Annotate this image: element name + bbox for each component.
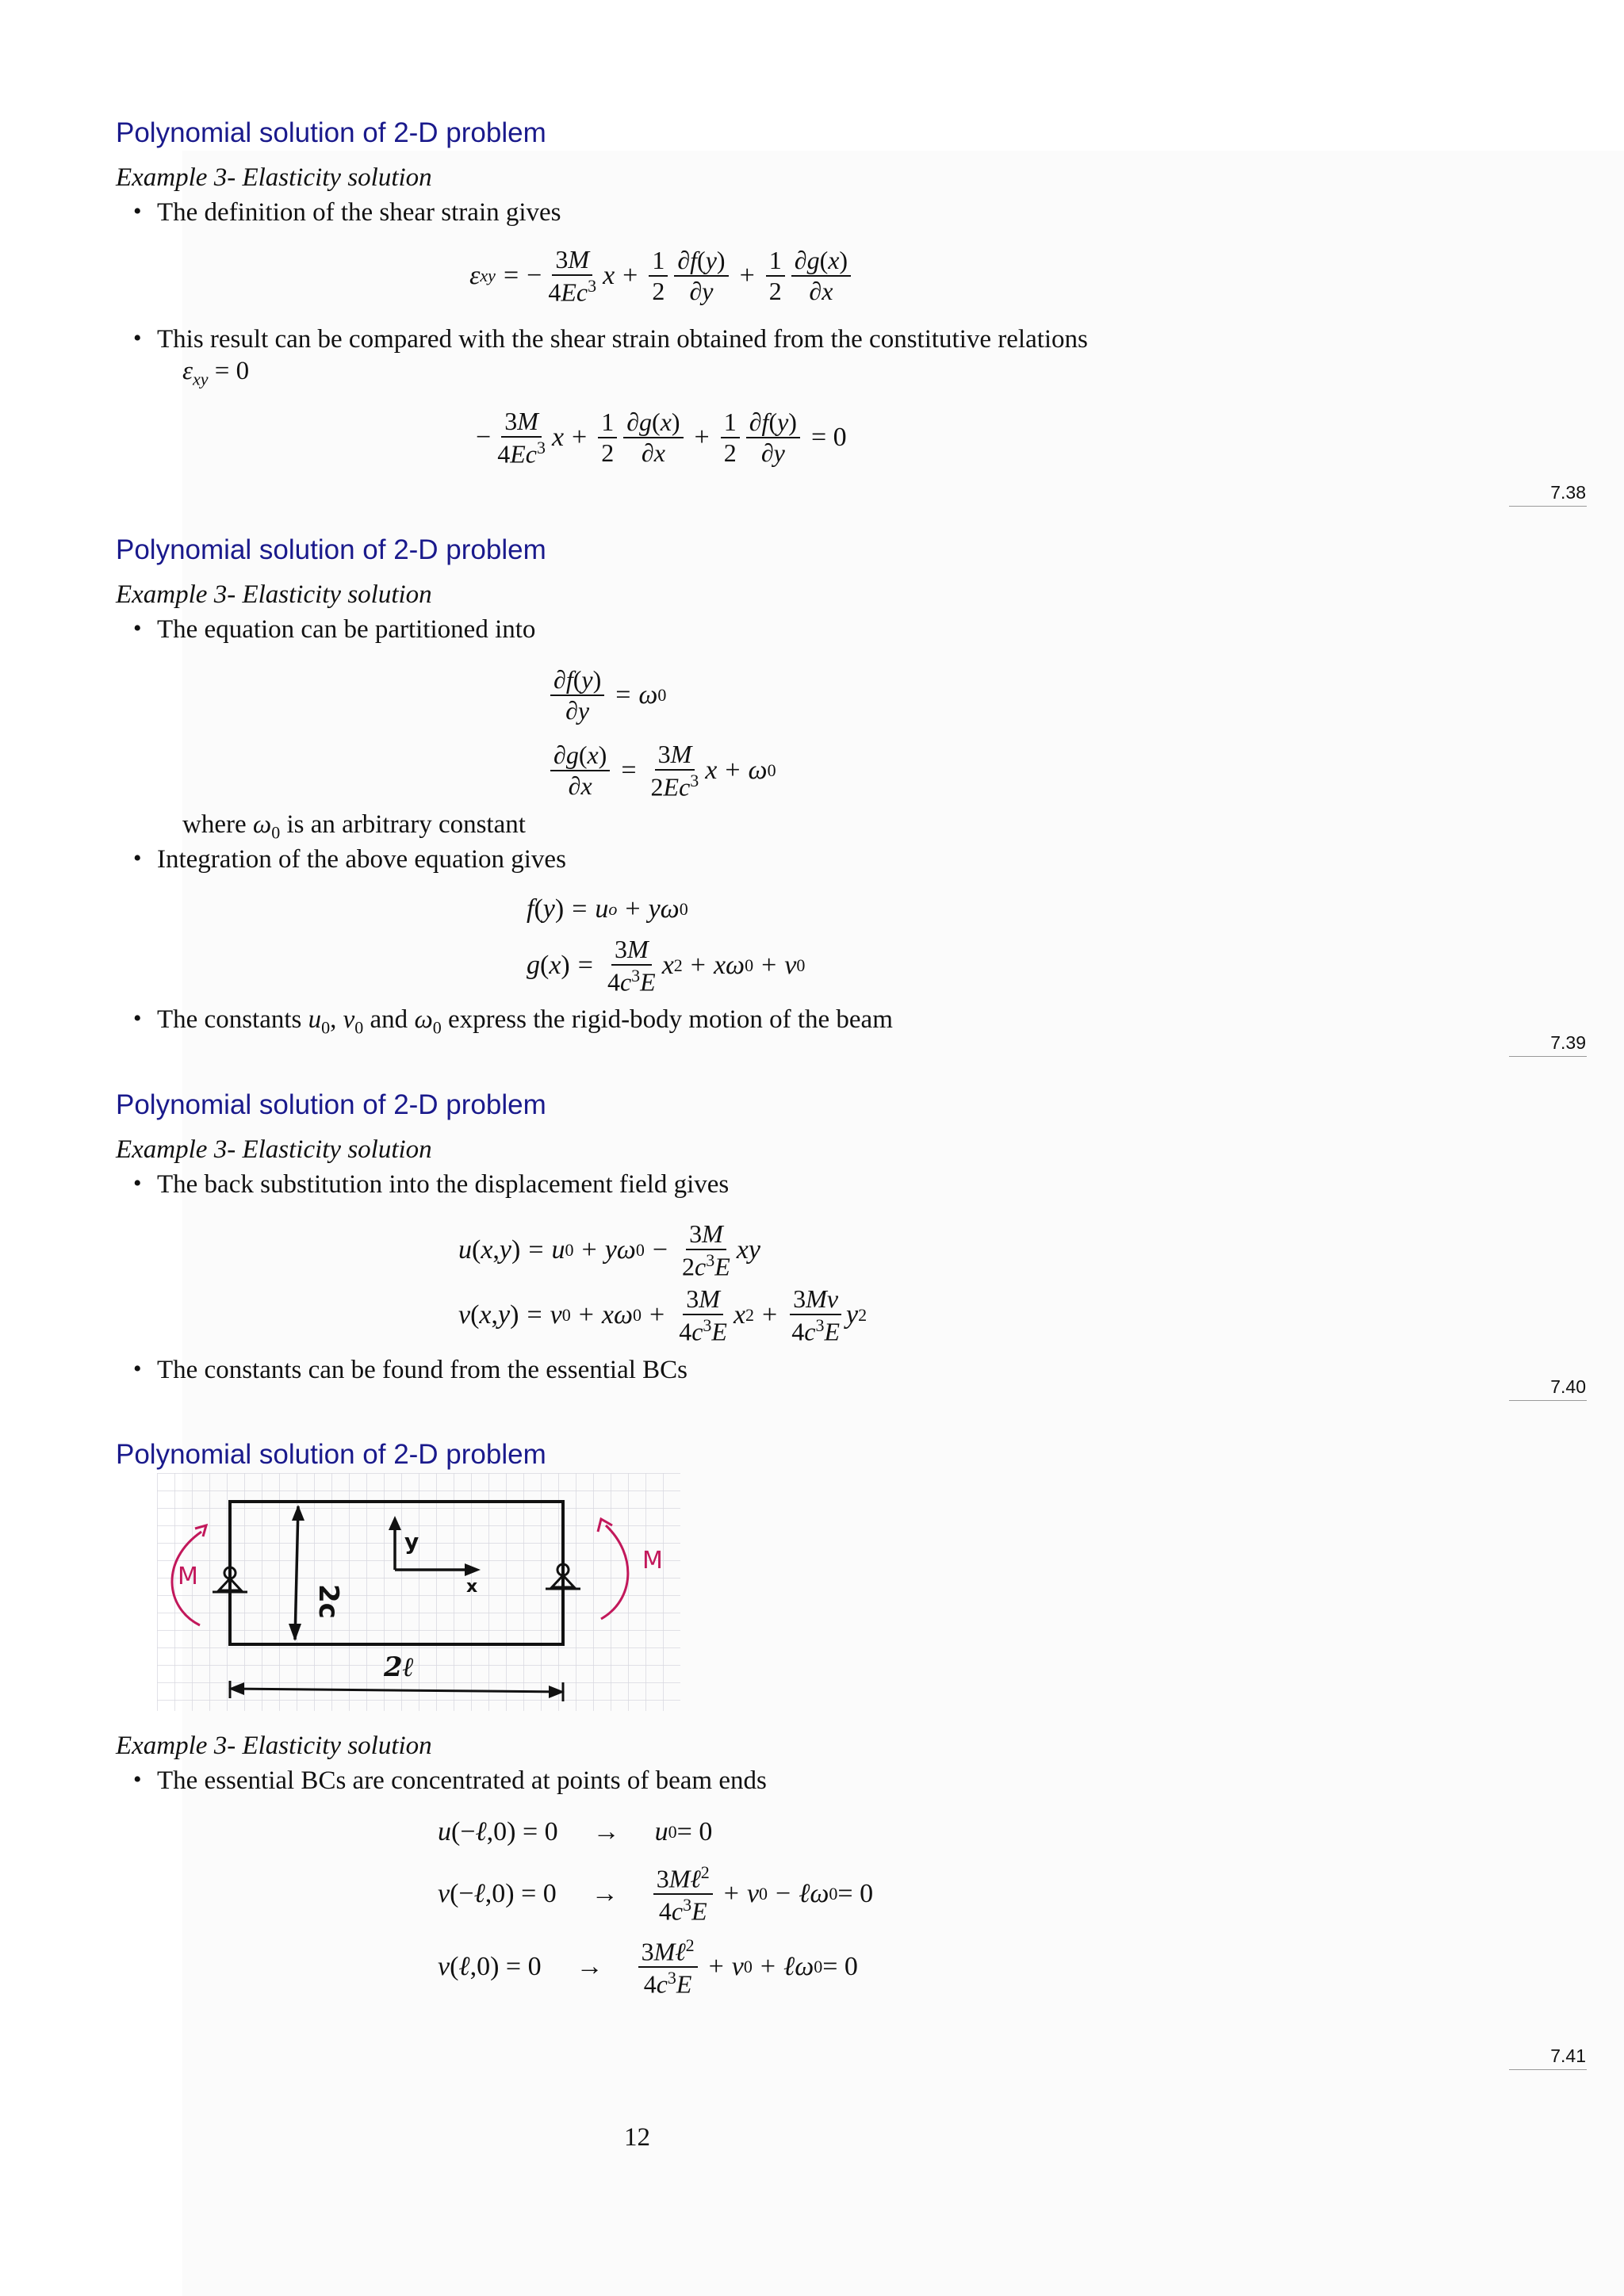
slide-subtitle: Example 3- Elasticity solution <box>116 163 432 192</box>
page-number: 12 <box>624 2123 650 2152</box>
slide-number: 7.41 <box>1550 2045 1586 2066</box>
y-axis-label: y <box>404 1529 419 1555</box>
bullet-text: • This result can be compared with the shear strain obtained from the constitutive relations <box>157 325 1088 354</box>
bullet-text: • The definition of the shear strain gives <box>157 198 561 228</box>
beam-sketch-figure <box>157 1473 680 1711</box>
equation-partition-2: $\frac{\partial g(x)}{\partial x}$ = $\frac{3M}{2Ec^3}$ x + ω 0 <box>547 734 776 807</box>
moment-label-left: M <box>178 1563 198 1590</box>
equation-g-of-x: g ( x ) = $\frac{3M}{4c^3E}$ x 2 + xω 0 + v 0 <box>527 934 806 997</box>
bullet-text: • The back substitution into the displacement field gives <box>157 1170 729 1200</box>
slide-subtitle: Example 3- Elasticity solution <box>116 580 432 609</box>
bullet-text: • The constants $u_0$, $v_0$ and $\omega_0$ express the rigid-body motion of the beam <box>157 1005 893 1039</box>
slide-title: Polynomial solution of 2-D problem <box>116 117 546 148</box>
x-axis-label: x <box>466 1577 478 1597</box>
equation-f-of-y: f ( y ) = u o + yω 0 <box>527 894 688 924</box>
bc-equation-1: u (− ℓ ,0) = 0 → u 0 = 0 <box>438 1817 713 1846</box>
bullet-text: • The essential BCs are concentrated at points of beam ends <box>157 1766 767 1796</box>
bullet-text: • The constants can be found from the essential BCs <box>157 1356 688 1385</box>
length-label: 2ℓ <box>384 1651 415 1683</box>
equation-compare: − $\frac{3M}{4Ec^3}$ x + $\frac{1}{2}$ $\frac{\partial g(x)}{\partial x}$ + $\frac{1}{2}$ $\frac{\partial f(y)}{\partial y}$ = 0 <box>476 406 847 469</box>
equation-shear-strain: ε xy = − $\frac{3M}{4Ec^3}$ x + $\frac{1}{2}$ $\frac{\partial f(y)}{\partial y}$ + $\frac{1}{2}$ $\frac{\partial g(x)}{\partial x}$ <box>469 239 854 312</box>
bullet-text: • Integration of the above equation gives <box>157 845 566 874</box>
slide-title: Polynomial solution of 2-D problem <box>116 534 546 565</box>
slide-title: Polynomial solution of 2-D problem <box>116 1089 546 1120</box>
slide-title: Polynomial solution of 2-D problem <box>116 1439 546 1470</box>
equation-u-displacement: u ( x , y ) = u 0 + yω 0 − $\frac{3M}{2c^3E}$ xy <box>458 1219 760 1281</box>
bullet-text: • The equation can be partitioned into <box>157 615 535 645</box>
equation-partition-1: $\frac{\partial f(y)}{\partial y}$ = ω 0 <box>547 660 666 731</box>
slide-subtitle: Example 3- Elasticity solution <box>116 1732 432 1760</box>
slide-number: 7.40 <box>1550 1376 1586 1397</box>
page-shade <box>182 151 1624 2296</box>
slide-divider <box>1509 1400 1587 1401</box>
equation-inline: $\varepsilon_{xy} = 0$ <box>182 357 250 389</box>
slide-divider <box>1509 506 1587 507</box>
equation-v-displacement: v ( x , y ) = v 0 + xω 0 + $\frac{3M}{4c^3E}$ x 2 + $\frac{3M\nu}{4c^3E}$ y 2 <box>458 1284 868 1346</box>
where-text: where $\omega_0$ is an arbitrary constant <box>182 810 526 843</box>
bc-equation-2: v (− ℓ ,0) = 0 → $\frac{3M\ell^2}{4c^3E}$ + v 0 − ℓω 0 = 0 <box>438 1862 874 1926</box>
slide-divider <box>1509 1056 1587 1057</box>
slide-subtitle: Example 3- Elasticity solution <box>116 1135 432 1164</box>
moment-label-right: M <box>642 1547 663 1575</box>
height-label: 2c <box>312 1584 344 1619</box>
slide-divider <box>1509 2069 1587 2070</box>
slide-number: 7.39 <box>1550 1032 1586 1053</box>
slide-number: 7.38 <box>1550 482 1586 503</box>
bc-equation-3: v ( ℓ ,0) = 0 → $\frac{3M\ell^2}{4c^3E}$ + v 0 + ℓω 0 = 0 <box>438 1934 858 1999</box>
